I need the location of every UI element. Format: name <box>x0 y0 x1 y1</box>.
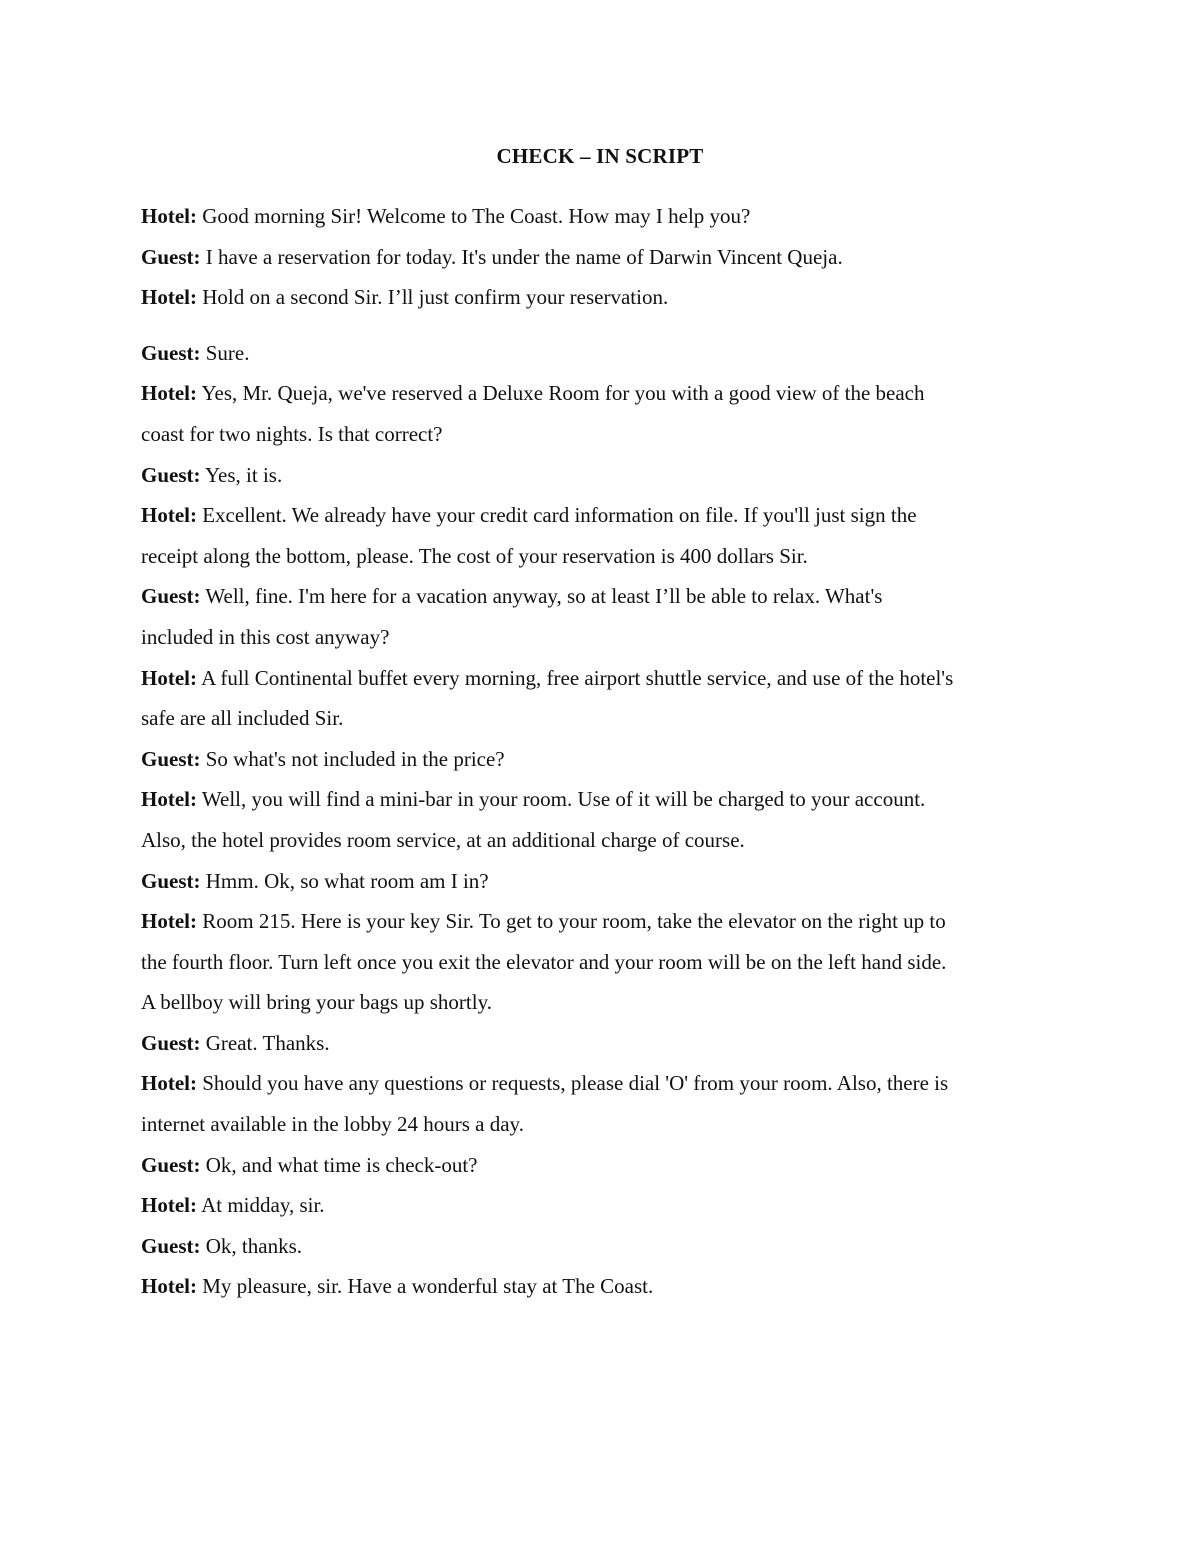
dialogue-line <box>141 373 1071 414</box>
dialogue-line <box>141 495 1071 536</box>
speaker-label: Guest: <box>141 340 201 365</box>
dialogue-line <box>141 1185 1071 1226</box>
dialogue-line <box>141 237 1071 278</box>
dialogue-line <box>141 779 1071 820</box>
dialogue-line <box>141 1266 1071 1307</box>
dialogue-line <box>141 698 1071 739</box>
speaker-label: Hotel: <box>141 204 197 228</box>
dialogue-text: My pleasure, sir. Have a wonderful stay at The Coast. <box>196 1274 654 1299</box>
dialogue-body <box>141 196 1071 1307</box>
dialogue-text: included in this cost anyway? <box>141 624 390 649</box>
speaker-label: Hotel: <box>141 909 197 934</box>
dialogue-line <box>141 617 1071 658</box>
dialogue-text: A bellboy will bring your bags up shortly. <box>141 990 492 1015</box>
dialogue-line <box>141 820 1071 861</box>
dialogue-line <box>141 1023 1071 1064</box>
dialogue-line <box>141 333 1071 374</box>
dialogue-line <box>141 414 1071 455</box>
dialogue-text: At midday, sir. <box>196 1193 325 1218</box>
dialogue-text: Yes, it is. <box>200 462 283 487</box>
dialogue-text: Hmm. Ok, so what room am I in? <box>200 868 489 893</box>
dialogue-text: Good morning Sir! Welcome to The Coast. How may I help you? <box>196 204 751 228</box>
dialogue-line <box>141 1104 1071 1145</box>
dialogue-text: I have a reservation for today. It's under the name of Darwin Vincent Queja. <box>200 244 843 269</box>
dialogue-line <box>141 901 1071 942</box>
dialogue-text: Yes, Mr. Queja, we've reserved a Deluxe Room for you with a good view of the beach <box>196 381 925 406</box>
dialogue-line <box>141 658 1071 699</box>
dialogue-text: receipt along the bottom, please. The cost of your reservation is 400 dollars Sir. <box>141 543 808 568</box>
speaker-label: Hotel: <box>141 787 197 812</box>
dialogue-line <box>141 1145 1071 1186</box>
dialogue-line <box>141 196 1071 237</box>
speaker-label: Hotel: <box>141 503 197 528</box>
speaker-label: Hotel: <box>141 1274 197 1299</box>
page-title: CHECK – IN SCRIPT <box>496 144 704 168</box>
dialogue-line <box>141 576 1071 617</box>
dialogue-line <box>141 942 1071 983</box>
dialogue-text: A full Continental buffet every morning, free airport shuttle service, and use of the hotel's <box>196 665 954 690</box>
dialogue-line <box>141 1226 1071 1267</box>
dialogue-line <box>141 455 1071 496</box>
speaker-label: Guest: <box>141 244 201 269</box>
dialogue-line <box>141 1063 1071 1104</box>
speaker-label: Guest: <box>141 1030 201 1055</box>
dialogue-text: Great. Thanks. <box>200 1030 330 1055</box>
dialogue-text: Well, you will find a mini-bar in your room. Use of it will be charged to your account. <box>196 787 926 812</box>
dialogue-text: Well, fine. I'm here for a vacation anyway, so at least I’ll be able to relax. What's <box>200 584 883 609</box>
dialogue-line <box>141 861 1071 902</box>
speaker-label: Hotel: <box>141 381 197 406</box>
speaker-label: Guest: <box>141 746 201 771</box>
dialogue-line <box>141 739 1071 780</box>
dialogue-text: Should you have any questions or requests, please dial 'O' from your room. Also, there is <box>196 1071 949 1096</box>
dialogue-text: internet available in the lobby 24 hours a day. <box>141 1112 524 1137</box>
dialogue-text: safe are all included Sir. <box>141 706 344 731</box>
dialogue-line <box>141 982 1071 1023</box>
speaker-label: Hotel: <box>141 1071 197 1096</box>
dialogue-text: the fourth floor. Turn left once you exit the elevator and your room will be on the left hand side. <box>141 949 947 974</box>
dialogue-text: coast for two nights. Is that correct? <box>141 421 443 446</box>
dialogue-text: Excellent. We already have your credit card information on file. If you'll just sign the <box>196 503 917 528</box>
dialogue-text: So what's not included in the price? <box>200 746 505 771</box>
speaker-label: Guest: <box>141 868 201 893</box>
dialogue-text: Sure. <box>200 340 250 365</box>
dialogue-text: Ok, and what time is check-out? <box>200 1152 478 1177</box>
dialogue-text: Ok, thanks. <box>200 1233 302 1258</box>
dialogue-text: Also, the hotel provides room service, at an additional charge of course. <box>141 827 745 852</box>
speaker-label: Hotel: <box>141 285 197 310</box>
speaker-label: Guest: <box>141 1233 201 1258</box>
dialogue-text: Hold on a second Sir. I’ll just confirm your reservation. <box>196 285 669 310</box>
speaker-label: Hotel: <box>141 665 197 690</box>
speaker-label: Guest: <box>141 584 201 609</box>
dialogue-line <box>141 277 1071 318</box>
speaker-label: Guest: <box>141 1152 201 1177</box>
dialogue-text: Room 215. Here is your key Sir. To get to your room, take the elevator on the right up to <box>196 909 946 934</box>
speaker-label: Guest: <box>141 462 201 487</box>
dialogue-line <box>141 536 1071 577</box>
speaker-label: Hotel: <box>141 1193 197 1218</box>
